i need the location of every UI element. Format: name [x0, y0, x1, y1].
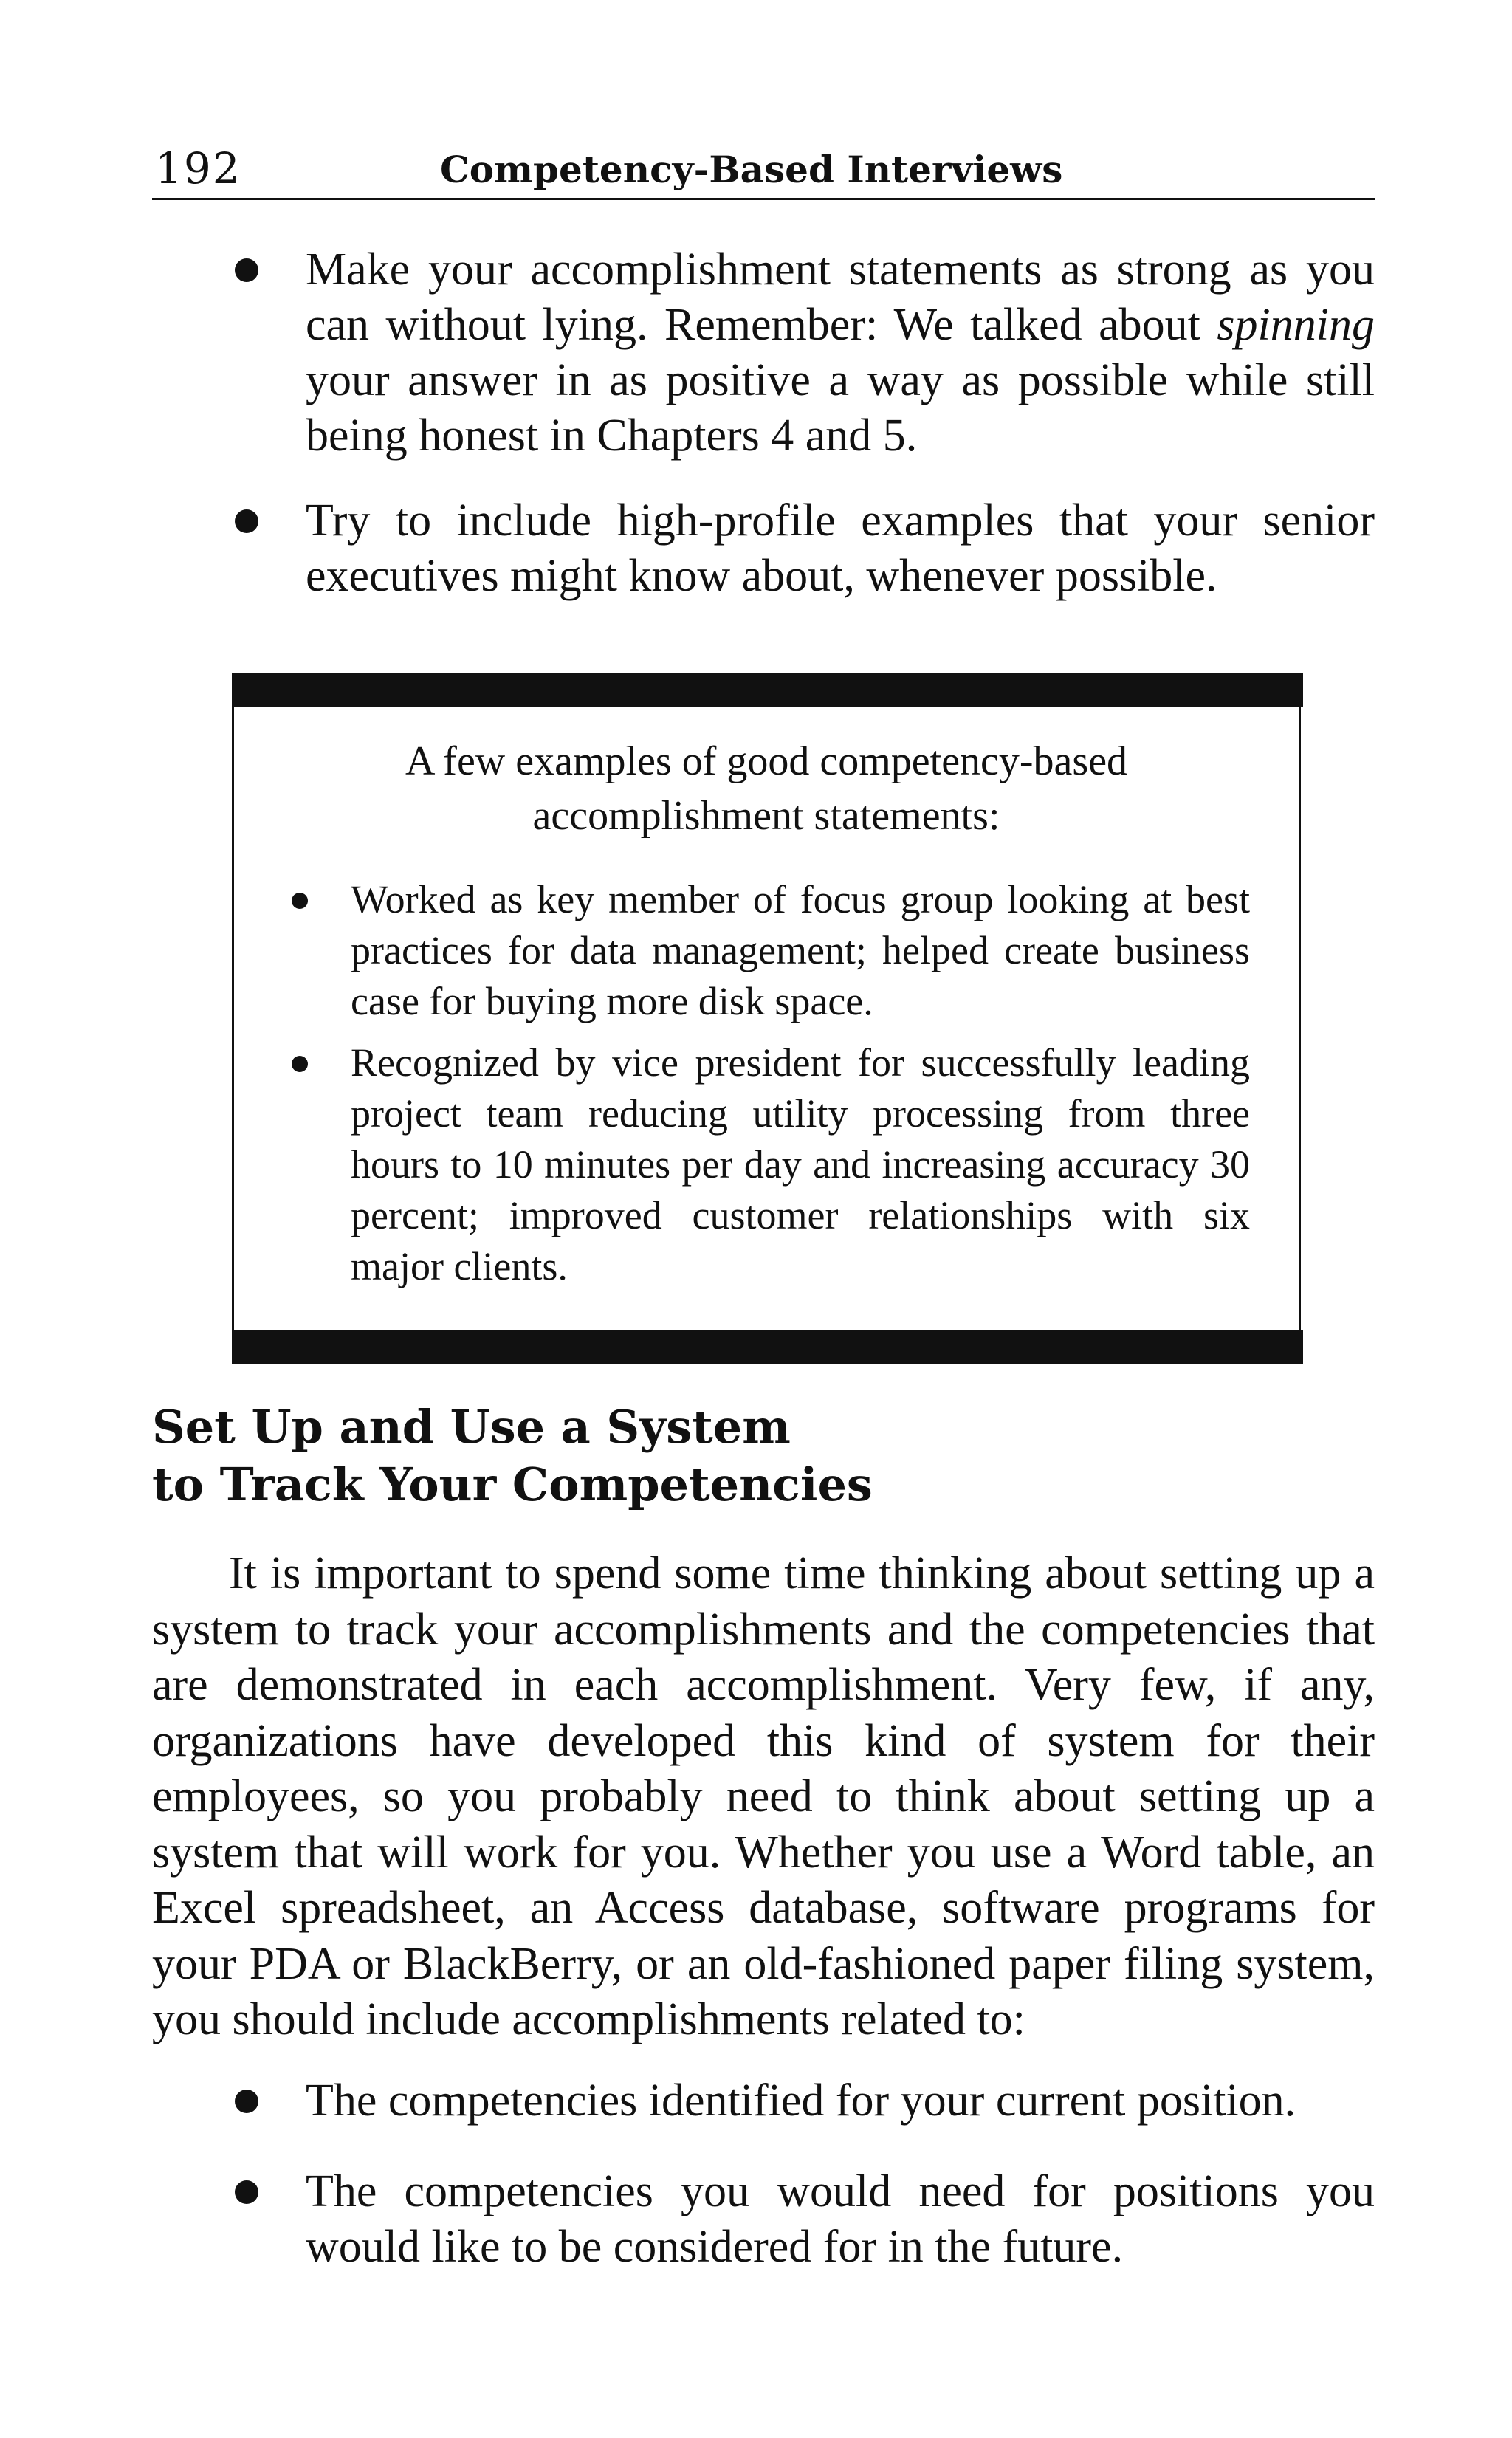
bullet-icon	[235, 2180, 258, 2204]
callout-item-text: Worked as key member of focus group looking at best practices for data management; helped create business case for buying more disk space.	[351, 877, 1250, 1023]
list-item	[152, 2164, 1375, 2275]
callout-item-text: Recognized by vice president for successfully leading project team reducing utility processing from three hours to 10 minutes per day and increasing accuracy 30 percent; improved customer relationships with six major clients.	[351, 1040, 1250, 1288]
bullet-icon	[235, 258, 258, 282]
list-item	[152, 242, 1375, 464]
bullet-icon	[292, 1056, 308, 1072]
list-item	[234, 874, 1299, 1027]
examples-callout-box	[232, 673, 1301, 1364]
section-bullet-list	[152, 2073, 1375, 2275]
body-paragraph: It is important to spend some time thinking about setting up a system to track your accomplishments and the competencies that are demonstrated in each accomplishment. Very few, if any, organizations have developed this kind of system for their employees, so you probably need to think about setting up a system that will work for you. Whether you use a Word table, an Excel spreadsheet, an Access database, software programs for your PDA or BlackBerry, or an old-fashioned paper filing system, you should include accomplishments related to:	[152, 1548, 1375, 2044]
running-title: Competency-Based Interviews	[440, 148, 1063, 191]
running-head	[152, 140, 1375, 200]
list-item	[234, 1037, 1299, 1292]
bullet-icon	[235, 2090, 258, 2113]
page-number: 192	[155, 143, 241, 193]
bullet-text: The competencies identified for your current position.	[306, 2075, 1296, 2126]
list-item	[152, 2073, 1375, 2129]
bullet-icon	[292, 893, 308, 909]
callout-list	[234, 874, 1299, 1302]
callout-heading: A few examples of good competency-based accomplishment statements:	[405, 738, 1128, 839]
bullet-text: Try to include high-profile examples that your senior executives might know about, whenever possible.	[306, 495, 1375, 601]
callout-bottom-bar	[232, 1330, 1303, 1364]
section-heading: Set Up and Use a System to Track Your Competencies	[152, 1400, 873, 1511]
bullet-text: The competencies you would need for positions you would like to be considered for in the future.	[306, 2166, 1375, 2272]
callout-top-bar	[232, 673, 1303, 707]
intro-bullet-list	[152, 242, 1375, 604]
bullet-icon	[235, 509, 258, 533]
list-item	[152, 493, 1375, 604]
emphasis-text: spinning	[1217, 300, 1375, 350]
bullet-text: Make your accomplishment statements as strong as you can without lying. Remember: We talked about spinning your answer in as positive a way as possible while still being honest in Chapters 4 and 5.	[306, 244, 1375, 461]
